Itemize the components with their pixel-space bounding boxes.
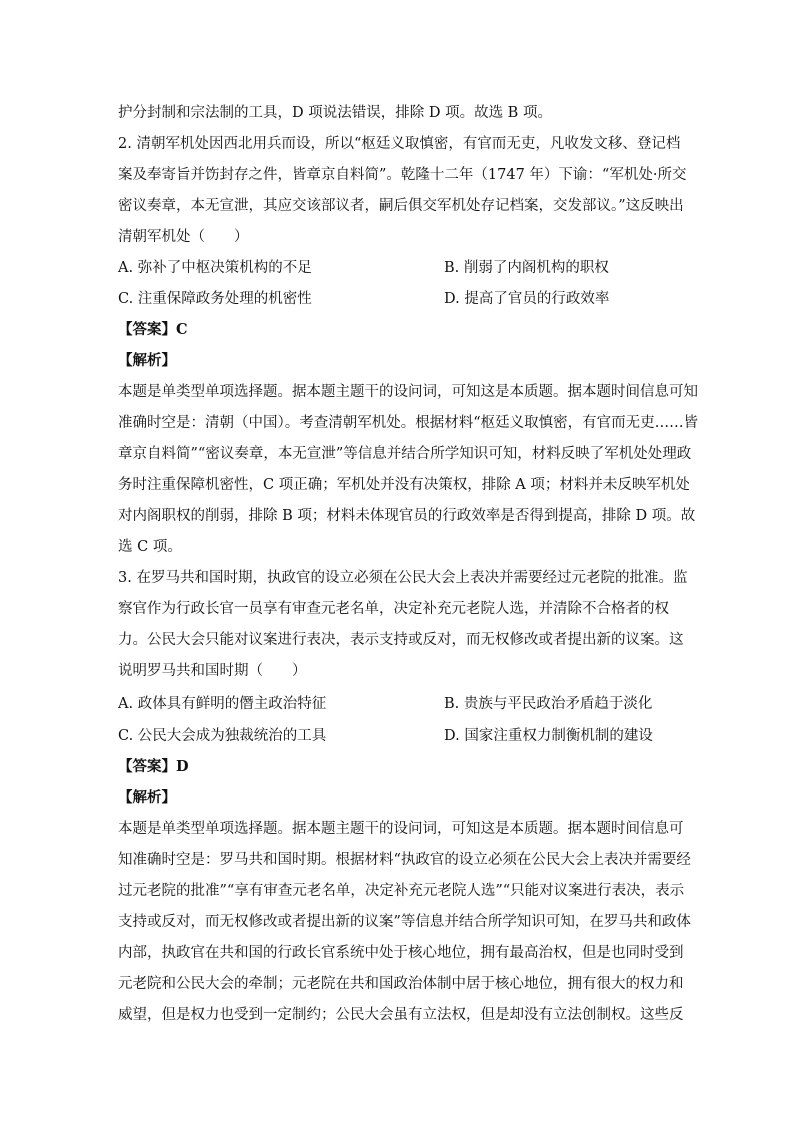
q3-option-d: D. 国家注重权力制衡机制的建设 [444,728,653,744]
question-3-stem: 察官作为行政长官一员享有审查元老名单，决定补充元老院人选，并清除不合格者的权 [118,601,669,617]
question-3-stem: 力。公民大会只能对议案进行表决，表示支持或反对，而无权修改或者提出新的议案。这 [118,632,684,648]
q3-analysis-line: 元老院和公民大会的牵制；元老院在共和国政治体制中居于核心地位，拥有很大的权力和 [118,976,684,992]
q2-analysis-line: 准确时空是：清朝（中国）。考查清朝军机处。根据材料“枢廷义取慎密，有官而无吏……皆 [118,415,699,431]
text-line: 护分封制和宗法制的工具，D 项说法错误，排除 D 项。故选 B 项。 [118,105,552,121]
q3-analysis-line: 过元老院的批准”“享有审查元老名单，决定补充元老院人选”“只能对议案进行表决，表示 [118,883,685,899]
q2-analysis-line: 选 C 项。 [118,539,182,555]
q3-analysis-title: 【解析】 [118,789,176,806]
q3-analysis-line: 威望，但是权力也受到一定制约；公民大会虽有立法权，但是却没有立法创制权。这些反 [118,1007,684,1023]
q2-option-d: D. 提高了官员的行政效率 [444,291,610,307]
q3-answer: 【答案】D [118,758,189,775]
question-2-stem: 2. 清朝军机处因西北用兵而设，所以“枢廷义取慎密，有官而无吏，凡收发文移、登记档 [118,136,681,152]
q3-analysis-line: 本题是单类型单项选择题。据本题主题干的设问词，可知这是本质题。据本题时间信息可 [118,821,684,837]
q2-option-c: C. 注重保障政务处理的机密性 [118,291,312,307]
q3-analysis-line: 支持或反对，而无权修改或者提出新的议案”等信息并结合所学知识可知，在罗马共和政体 [118,914,691,930]
q2-option-a: A. 弥补了中枢决策机构的不足 [118,260,312,276]
question-2-stem: 清朝军机处（ ） [118,229,249,245]
q3-option-a: A. 政体具有鲜明的僭主政治特征 [118,696,327,712]
question-2-stem: 密议奏章，本无宣泄，其应交该部议者，嗣后俱交军机处存记档案，交发部议。”这反映出 [118,198,684,214]
q3-analysis-line: 知准确时空是：罗马共和国时期。根据材料“执政官的设立必须在公民大会上表决并需要经 [118,852,691,868]
q2-analysis-title: 【解析】 [118,352,176,369]
q3-option-b: B. 贵族与平民政治矛盾趋于淡化 [444,696,653,712]
q2-answer: 【答案】C [118,321,188,338]
q2-analysis-line: 对内阁职权的削弱，排除 B 项；材料未体现官员的行政效率是否得到提高，排除 D 项。故 [118,508,696,524]
q3-analysis-line: 内部，执政官在共和国的行政长官系统中处于核心地位，拥有最高治权，但是也同时受到 [118,945,684,961]
question-2-stem: 案及奉寄旨并饬封存之件，皆章京自料简”。乾隆十二年（1747 年）下谕：“军机处·所交 [118,167,687,183]
question-3-stem: 说明罗马共和国时期（ ） [118,663,307,679]
q2-analysis-line: 务时注重保障机密性，C 项正确；军机处并没有决策权，排除 A 项；材料并未反映军机处 [118,477,690,493]
q2-option-b: B. 削弱了内阁机构的职权 [444,260,609,276]
q2-analysis-line: 章京自料简”“密议奏章，本无宣泄”等信息并结合所学知识可知，材料反映了军机处处理政 [118,446,692,462]
q2-analysis-line: 本题是单类型单项选择题。据本题主题干的设问词，可知这是本质题。据本题时间信息可知 [118,384,698,400]
q3-option-c: C. 公民大会成为独裁统治的工具 [118,728,327,744]
question-3-stem: 3. 在罗马共和国时期，执政官的设立必须在公民大会上表决并需要经过元老院的批准。监 [118,570,688,586]
